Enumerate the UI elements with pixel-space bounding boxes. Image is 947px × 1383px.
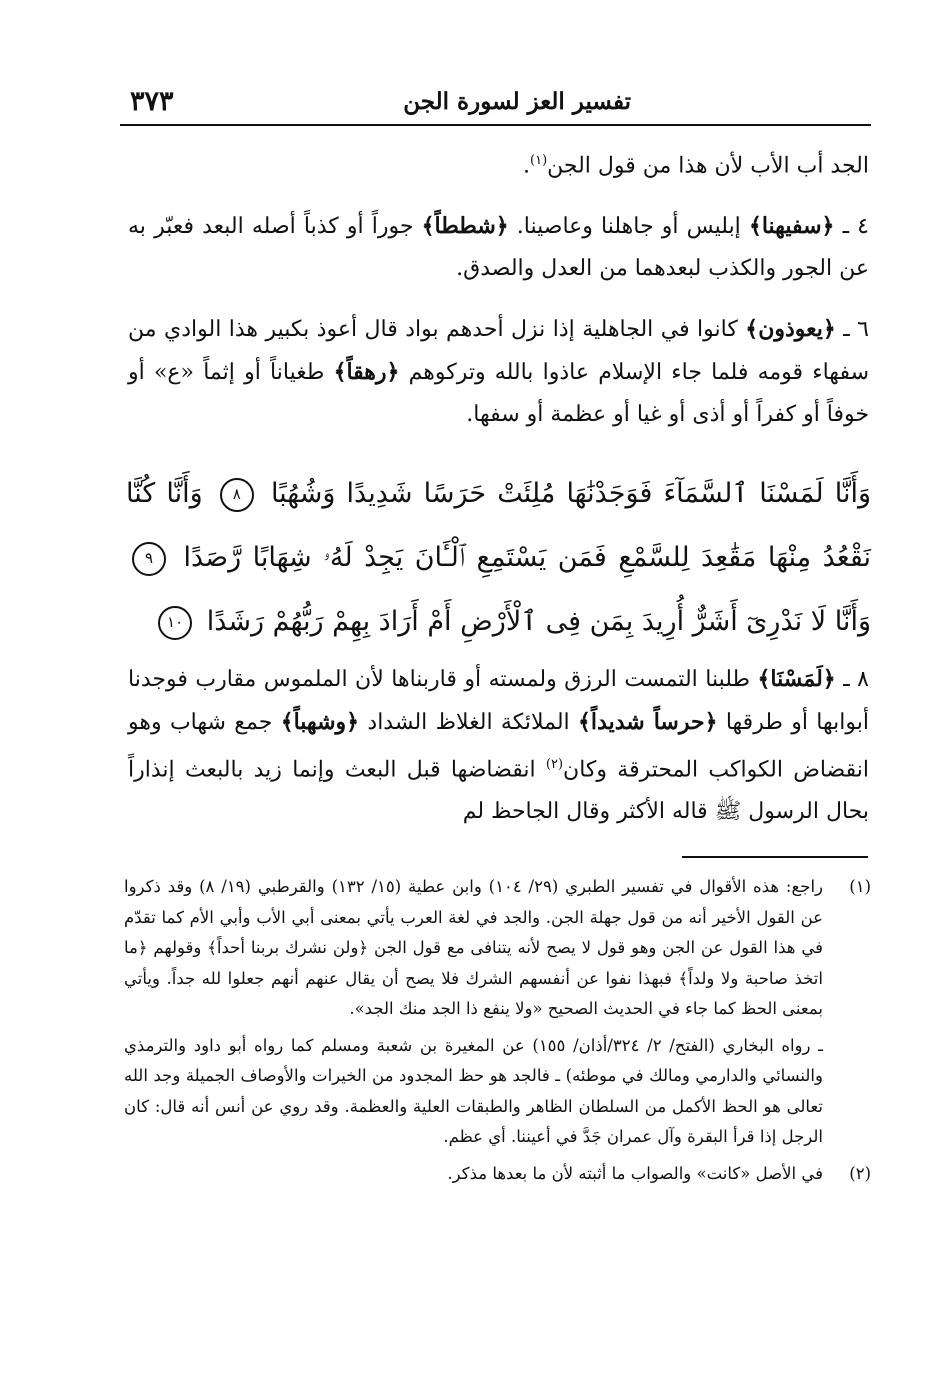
verse-8-text: وَأَنَّا لَمَسْنَا ٱلسَّمَآءَ فَوَجَدْنَٰهَا مُلِئَتْ حَرَسًا شَدِيدًا وَشُهُبًا bbox=[270, 478, 871, 509]
footnote-number: (١) bbox=[849, 877, 871, 896]
footnote-number: (٢) bbox=[849, 1163, 871, 1183]
footnote-1 bbox=[124, 872, 871, 1025]
quran-term: ﴿حرساً شديداً﴾ bbox=[578, 709, 718, 735]
footnote-2 bbox=[124, 1159, 871, 1190]
paragraph-verse-8 bbox=[128, 658, 869, 833]
ayah-marker-10: ١٠ bbox=[158, 606, 192, 640]
paragraph-text: جمع شهاب وهو انقضاض الكواكب المحترقة وكان bbox=[128, 710, 869, 783]
quran-term: ﴿سفيهنا﴾ bbox=[748, 213, 835, 240]
footnotes bbox=[124, 872, 871, 1195]
footnote-1-continued bbox=[124, 1031, 871, 1153]
page-number: ٣٧٣ bbox=[130, 86, 174, 117]
footnote-ref-1[interactable]: (١) bbox=[530, 153, 548, 168]
quran-term: ﴿يعوذون﴾ bbox=[745, 316, 836, 343]
page-header bbox=[120, 86, 871, 126]
commentary-top bbox=[128, 140, 869, 454]
paragraph-text: الملائكة الغلاظ الشداد bbox=[359, 710, 579, 735]
quran-term: ﴿لَمَسْنَا﴾ bbox=[757, 666, 836, 692]
verse-number: ٨ ـ bbox=[843, 667, 869, 692]
paragraph-text: جوراً أو كذباً أصله البعد فعبّر به عن الجور والكذب لبعدهما من العدل والصدق. bbox=[128, 214, 869, 282]
paragraph-end: . bbox=[523, 153, 531, 179]
paragraph-jadd bbox=[128, 140, 869, 187]
paragraph-text: إبليس أو جاهلنا وعاصينا. bbox=[508, 214, 749, 240]
verse-10-text: وَأَنَّا لَا نَدْرِىٓ أَشَرٌّ أُرِيدَ بِمَن فِى ٱلْأَرْضِ أَمْ أَرَادَ بِهِمْ رَبُّهُمْ رَشَدًا bbox=[206, 606, 871, 637]
ayah-marker-8: ٨ bbox=[220, 478, 254, 512]
ayah-marker-9: ٩ bbox=[132, 542, 166, 576]
paragraph-text: انقضاضها قبل البعث وإنما زيد بالبعث إنذاراً بحال الرسول ﷺ قاله الأكثر وقال الجاحظ لم bbox=[128, 757, 869, 825]
verse-number: ٤ ـ bbox=[842, 214, 869, 240]
header-rule bbox=[120, 124, 871, 126]
quran-term: ﴿رهقاً﴾ bbox=[333, 359, 400, 386]
paragraph-verse-6 bbox=[128, 308, 869, 436]
paragraph-text: طغياناً أو إثماً «ع» أو خوفاً أو كفراً أو أذى أو غيا أو عظمة أو سفها. bbox=[128, 360, 869, 428]
footnote-separator bbox=[682, 856, 868, 858]
footnote-text: راجع: هذه الأقوال في تفسير الطبري (٢٩/ ١٠٤) وابن عطية (١٥/ ١٣٢) والقرطبي (١٩/ ٨) وقد ذكروا عن القول الأخير أنه من قول جهلة الجن. والجد في لغة العرب يأتي بمعنى أبي الأب وأبي الأم كما تقدّم في هذا القول عن الجن وهو قول لا يصح لأنه يتنافى مع قول الجن ﴿ولن نشرك بربنا أحداً﴾ وقولهم ﴿ما اتخذ صاحبة ولا ولداً﴾ فبهذا نفوا عن أنفسهم الشرك فلا يصح أن يقال عنهم أنهم جعلوا لله جداً. ويأتي بمعنى الحظ كما جاء في الحديث الصحيح «ولا ينفع ذا الجد منك الجد». bbox=[124, 877, 823, 1018]
page-title: تفسير العز لسورة الجن bbox=[403, 88, 631, 115]
paragraph-text: الجد أب الأب لأن هذا من قول الجن bbox=[547, 153, 869, 179]
verse-number: ٦ ـ bbox=[843, 317, 869, 343]
quran-term: ﴿شططاً﴾ bbox=[421, 213, 509, 240]
footnote-text: ـ رواه البخاري (الفتح/ ٢/ ٣٢٤/أذان/ ١٥٥) عن المغيرة بن شعبة ومسلم كما رواه أبو داود والترمذي والنسائي والدارمي ومالك في موطئه) ـ فالجد هو حظ المجدود من الخيرات والأوصاف الجميلة وجد الله تعالى هو الحظ الأكمل من السلطان الظاهر والطبقات العلية والعظمة. وقد روي عن أنس أنه قال: كان الرجل إذا قرأ البقرة وآل عمران جَدَّ في أعيننا. أي عظم. bbox=[124, 1035, 824, 1146]
quran-verses bbox=[126, 462, 871, 654]
paragraph-text: طلبنا التمست الرزق ولمسته أو قاربناها لأن الملموس مقارب فوجدنا أبوابها أو طرقها bbox=[128, 667, 869, 735]
footnote-ref-2[interactable]: (٢) bbox=[545, 757, 564, 772]
paragraph-text: كانوا في الجاهلية إذا نزل أحدهم بواد قال أعوذ بكبير هذا الوادي من سفهاء قومه فلما جاء الإسلام عاذوا بالله وتركوهم bbox=[128, 317, 870, 386]
footnote-text: في الأصل «كانت» والصواب ما أثبته لأن ما بعدها مذكر. bbox=[447, 1163, 823, 1183]
paragraph-verse-4 bbox=[128, 205, 869, 290]
quran-term: ﴿وشهباً﴾ bbox=[280, 709, 360, 735]
commentary-bottom bbox=[128, 658, 869, 851]
verse-9-text: وَأَنَّا كُنَّا نَقْعُدُ مِنْهَا مَقَٰعِدَ لِلسَّمْعِ فَمَن يَسْتَمِعِ ٱلْـَٔانَ يَجِدْ لَهُۥ شِهَابًا رَّصَدًا bbox=[126, 478, 871, 573]
